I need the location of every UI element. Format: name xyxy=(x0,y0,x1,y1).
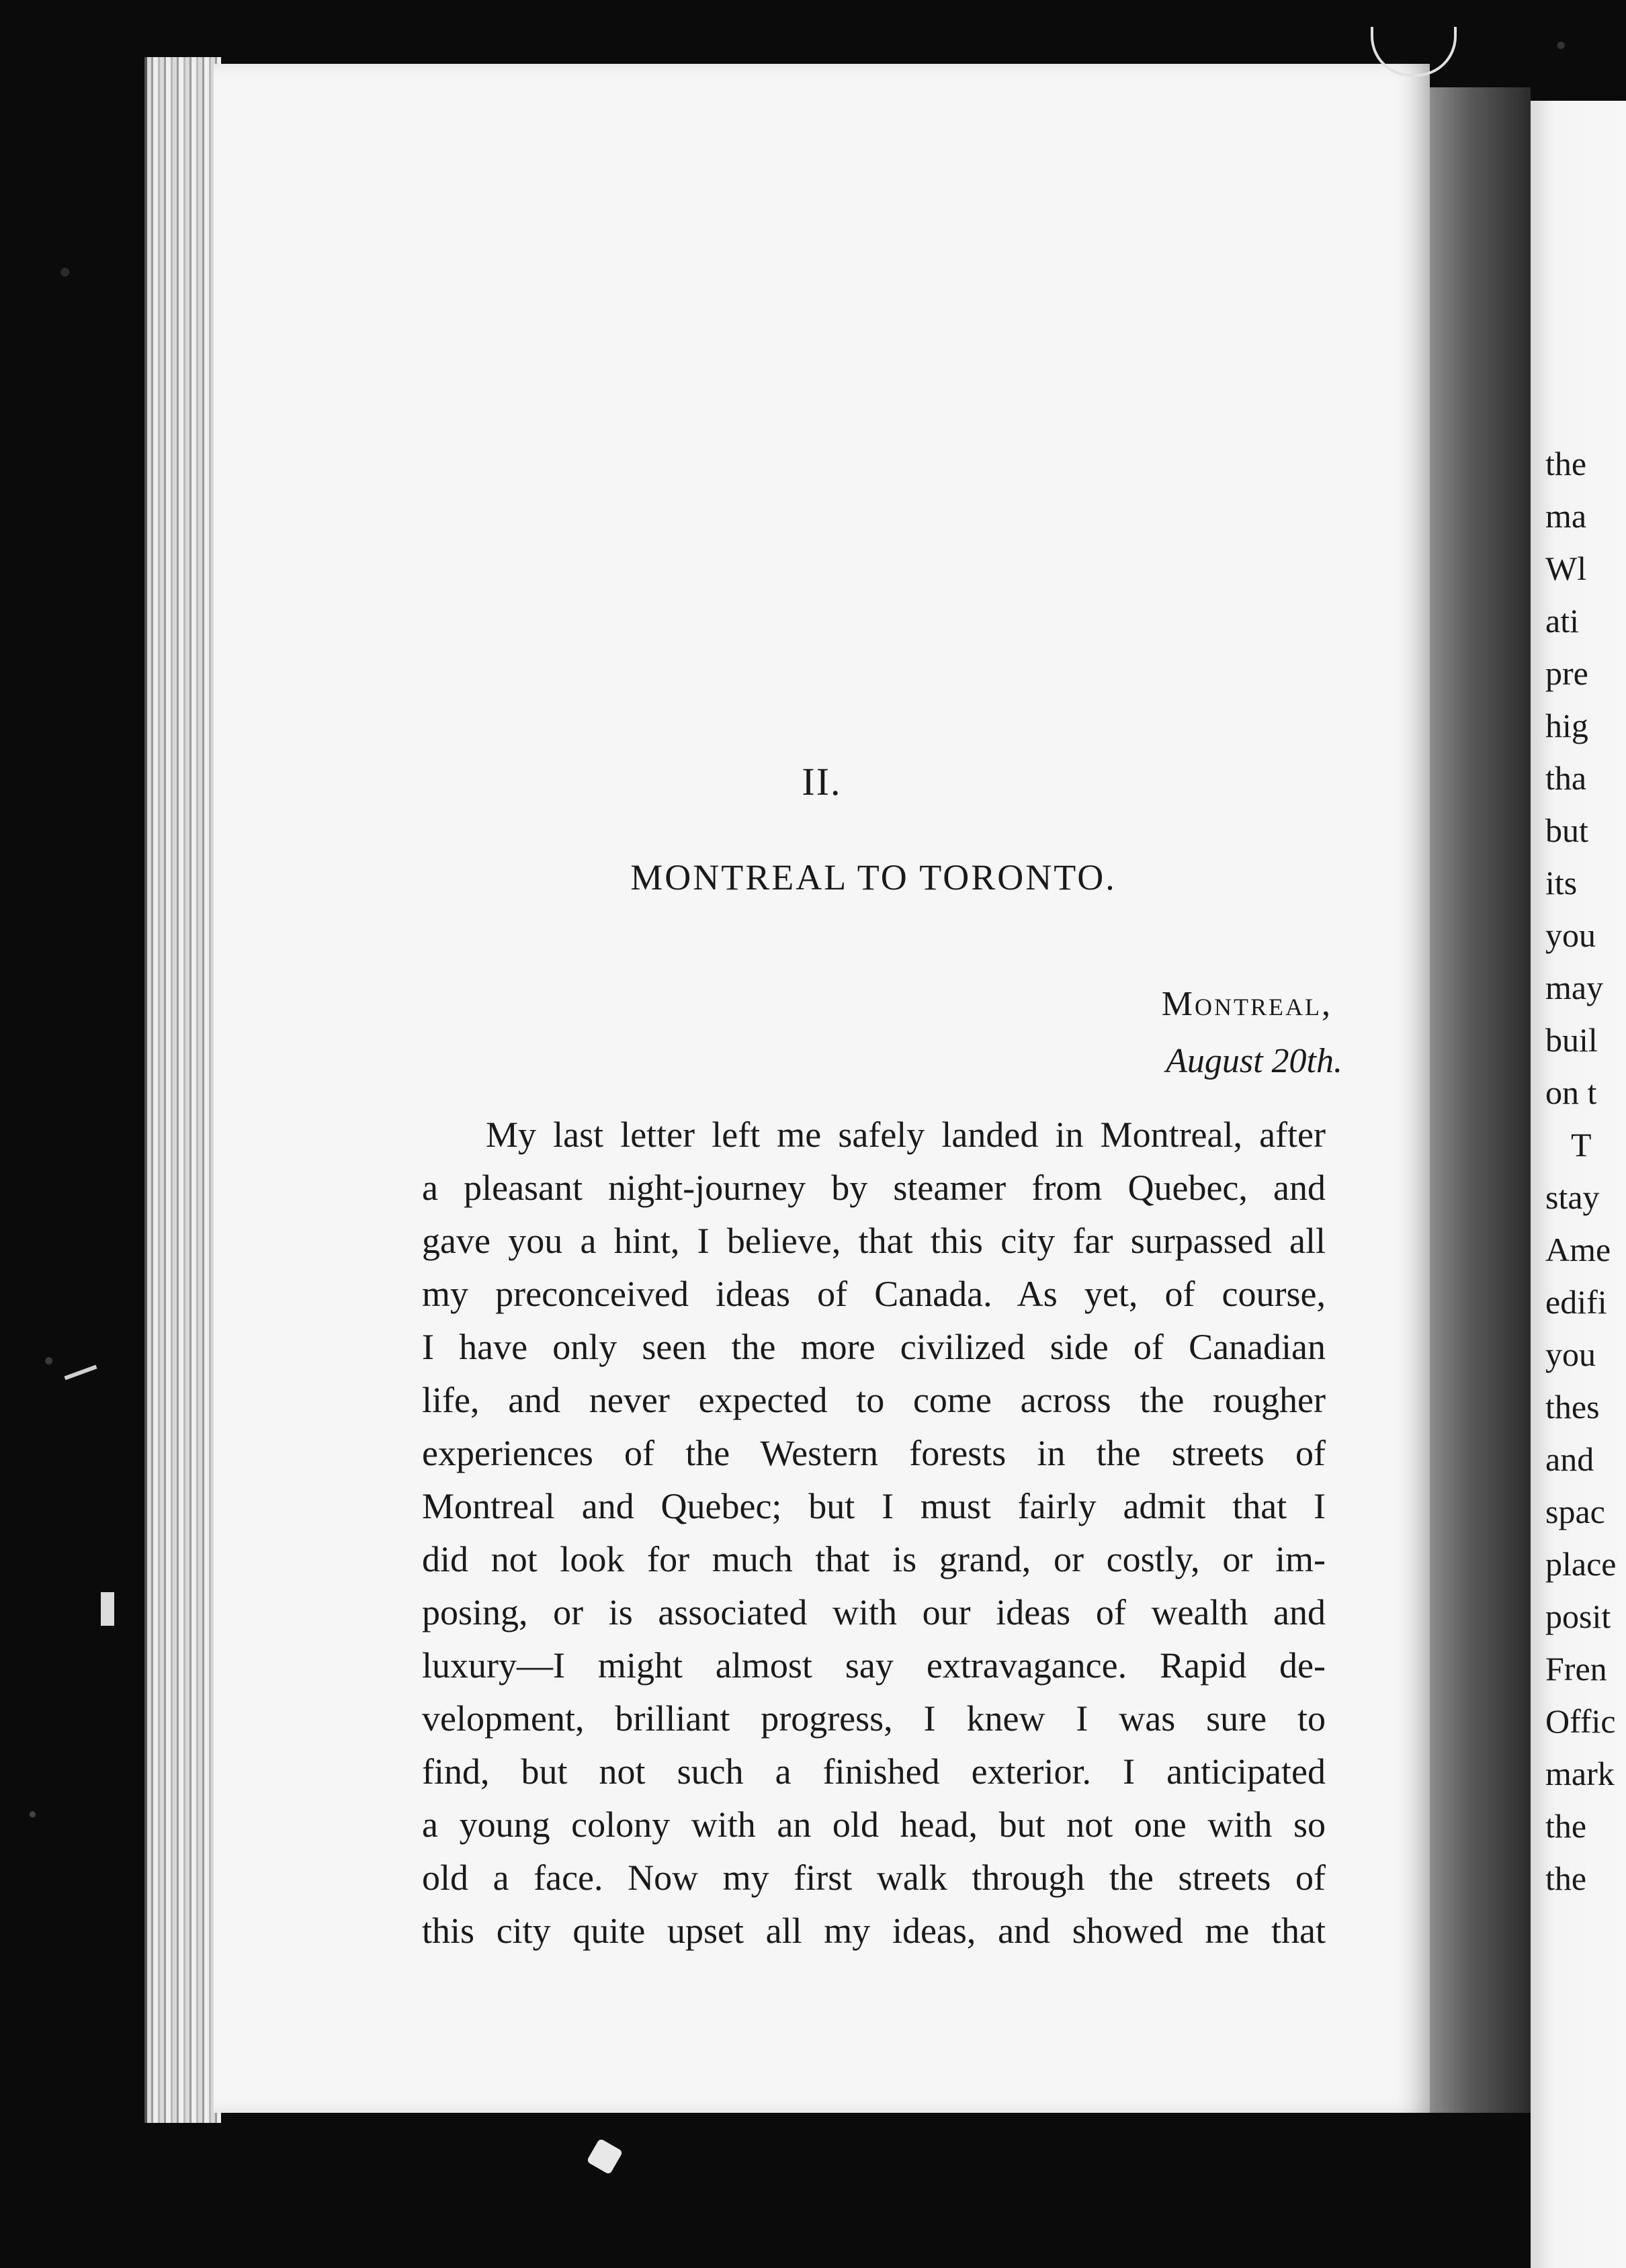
left-page xyxy=(214,64,1430,2113)
facing-line: tha xyxy=(1545,759,1587,797)
page-gutter xyxy=(1430,87,1531,2113)
facing-line: Offic xyxy=(1545,1702,1616,1740)
body-line: experiences of the Western forests in the streets of xyxy=(422,1433,1326,1473)
facing-line: the xyxy=(1545,445,1587,482)
body-line: I have only seen the more civilized side of Canadian xyxy=(422,1327,1326,1367)
facing-line: ma xyxy=(1545,497,1587,535)
facing-line: you xyxy=(1545,916,1596,954)
body-line: life, and never expected to come across the rougher xyxy=(422,1380,1326,1420)
scan-artefact xyxy=(101,1592,114,1626)
body-line: my preconceived ideas of Canada. As yet, of course, xyxy=(422,1274,1326,1314)
body-line: a young colony with an old head, but not one with so xyxy=(422,1804,1326,1845)
facing-line: T xyxy=(1571,1126,1592,1164)
body-text xyxy=(422,1108,1326,1958)
facing-line: you xyxy=(1545,1336,1596,1373)
facing-line: mark xyxy=(1545,1755,1615,1792)
body-line: this city quite upset all my ideas, and showed me that xyxy=(422,1911,1326,1951)
facing-line: posit xyxy=(1545,1598,1611,1635)
body-line: Montreal and Quebec; but I must fairly admit that I xyxy=(422,1486,1326,1526)
body-line: did not look for much that is grand, or costly, or im- xyxy=(422,1539,1326,1579)
facing-line: on t xyxy=(1545,1074,1597,1111)
facing-line: but xyxy=(1545,812,1588,849)
facing-line: place xyxy=(1545,1545,1617,1583)
facing-line: Ame xyxy=(1545,1231,1611,1268)
facing-line: thes xyxy=(1545,1388,1600,1426)
body-line: velopment, brilliant progress, I knew I was sure to xyxy=(422,1698,1326,1739)
page-edges xyxy=(144,57,221,2123)
facing-line: spac xyxy=(1545,1493,1605,1530)
facing-line: pre xyxy=(1545,654,1588,692)
facing-line: buil xyxy=(1545,1021,1598,1059)
chapter-number: II. xyxy=(802,760,842,803)
chapter-title: MONTREAL TO TORONTO. xyxy=(630,857,1117,898)
facing-line: and xyxy=(1545,1440,1594,1478)
facing-line: ati xyxy=(1545,602,1579,640)
body-line: old a face. Now my first walk through the streets of xyxy=(422,1858,1326,1898)
body-line: My last letter left me safely landed in Montreal, after xyxy=(486,1115,1326,1155)
body-line: find, but not such a finished exterior. I anticipated xyxy=(422,1751,1326,1792)
dateline-date: August 20th. xyxy=(1166,1042,1342,1080)
facing-line: Wl xyxy=(1545,550,1587,587)
facing-line: the xyxy=(1545,1807,1587,1845)
facing-page xyxy=(1531,101,1626,2268)
facing-line: hig xyxy=(1545,707,1588,744)
facing-line: edifi xyxy=(1545,1283,1607,1321)
facing-line: stay xyxy=(1545,1178,1600,1216)
body-line: a pleasant night-journey by steamer from Quebec, and xyxy=(422,1168,1326,1208)
facing-line: Fren xyxy=(1545,1650,1607,1688)
body-line: gave you a hint, I believe, that this city far surpassed all xyxy=(422,1221,1326,1261)
dateline-place: Montreal, xyxy=(1161,985,1332,1023)
body-line: posing, or is associated with our ideas of wealth and xyxy=(422,1592,1326,1632)
facing-line: the xyxy=(1545,1860,1587,1897)
facing-line: may xyxy=(1545,969,1604,1006)
body-line: luxury—I might almost say extravagance. Rapid de- xyxy=(422,1645,1326,1686)
facing-line: its xyxy=(1545,864,1578,902)
